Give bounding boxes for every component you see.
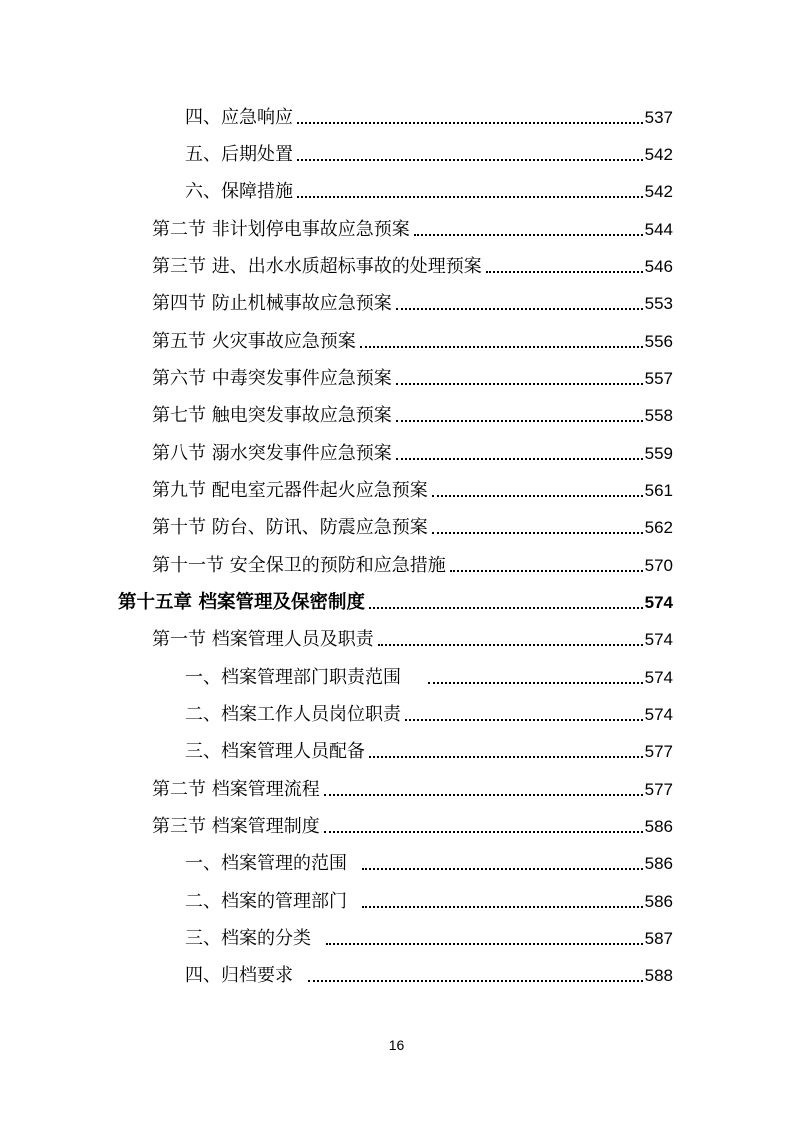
toc-entry[interactable] [185, 697, 673, 727]
dot-leader [405, 703, 643, 727]
toc-entry-title: 第五节 火灾事故应急预案 [152, 331, 356, 352]
toc-entry-title: 第四节 防止机械事故应急预案 [152, 293, 392, 314]
dot-leader [414, 218, 643, 242]
toc-entry-title: 四、应急响应 [185, 107, 293, 128]
toc-entry-page: 562 [644, 518, 673, 537]
toc-entry[interactable] [185, 660, 673, 690]
toc-entry[interactable] [152, 473, 673, 503]
toc-entry-title: 第三节 进、出水水质超标事故的处理预案 [152, 256, 482, 277]
dot-leader [297, 143, 643, 167]
toc-entry-page: 574 [644, 668, 673, 687]
dot-leader [362, 890, 642, 914]
dot-leader [432, 516, 643, 540]
dot-leader [324, 778, 643, 802]
toc-entry[interactable] [152, 324, 673, 354]
dot-leader [324, 815, 643, 839]
toc-entry-page: 587 [644, 929, 673, 948]
dot-leader [297, 106, 643, 130]
toc-entry-title: 第二节 非计划停电事故应急预案 [152, 219, 410, 240]
dot-leader [308, 964, 642, 988]
toc-entry-page: 577 [644, 742, 673, 761]
toc-entry-page: 558 [644, 406, 673, 425]
toc-entry[interactable] [185, 100, 673, 130]
toc-entry-title: 第二节 档案管理流程 [152, 779, 320, 800]
toc-entry-title: 第七节 触电突发事故应急预案 [152, 405, 392, 426]
dot-leader [396, 292, 643, 316]
toc-entry-title: 一、档案管理部门职责范围 [185, 667, 424, 688]
toc-entry-page: 574 [644, 593, 673, 612]
toc-entry[interactable] [152, 361, 673, 391]
dot-leader [428, 666, 643, 690]
toc-entry[interactable] [152, 548, 673, 578]
toc-entry-page: 586 [644, 892, 673, 911]
toc-entry[interactable] [185, 174, 673, 204]
toc-entry-title: 第八节 溺水突发事件应急预案 [152, 443, 392, 464]
toc-entry-title: 第九节 配电室元器件起火应急预案 [152, 480, 428, 501]
dot-leader [396, 442, 643, 466]
toc-entry[interactable] [152, 398, 673, 428]
toc-entry[interactable] [152, 249, 673, 279]
page-number: 16 [388, 1037, 405, 1053]
toc-entry-page: 570 [644, 556, 673, 575]
toc-entry-title: 第十一节 安全保卫的预防和应急措施 [152, 555, 446, 576]
toc-entry[interactable] [185, 921, 673, 951]
dot-leader [396, 404, 643, 428]
toc-entry-page: 553 [644, 294, 673, 313]
toc-entry[interactable] [185, 734, 673, 764]
toc-entry[interactable] [152, 809, 673, 839]
dot-leader [360, 330, 643, 354]
dot-leader [369, 740, 643, 764]
toc-entry-title: 三、档案的分类 [185, 928, 323, 949]
dot-leader [369, 591, 643, 615]
toc-entry-page: 556 [644, 332, 673, 351]
toc-entry-title: 第三节 档案管理制度 [152, 816, 320, 837]
toc-entry-title: 第一节 档案管理人员及职责 [152, 629, 374, 650]
toc-entry-title: 二、档案的管理部门 [185, 891, 359, 912]
toc-entry[interactable] [152, 286, 673, 316]
toc-entry-page: 542 [644, 145, 673, 164]
toc-entry-title: 第六节 中毒突发事件应急预案 [152, 368, 392, 389]
toc-entry-page: 537 [644, 108, 673, 127]
toc-entry-page: 559 [644, 444, 673, 463]
toc-chapter-entry[interactable] [118, 585, 673, 615]
toc-entry-title: 第十五章 档案管理及保密制度 [118, 592, 365, 613]
toc-entry[interactable] [185, 137, 673, 167]
toc-entry[interactable] [152, 622, 673, 652]
toc-entry-title: 第十节 防台、防讯、防震应急预案 [152, 517, 428, 538]
toc-entry-title: 一、档案管理的范围 [185, 853, 359, 874]
toc-entry-page: 574 [644, 630, 673, 649]
dot-leader [450, 554, 643, 578]
toc-entry-title: 五、后期处置 [185, 144, 293, 165]
toc-entry-page: 577 [644, 780, 673, 799]
toc-entry-page: 561 [644, 481, 673, 500]
toc-entry-page: 557 [644, 369, 673, 388]
toc-entry-page: 588 [644, 966, 673, 985]
toc-entry-page: 574 [644, 705, 673, 724]
dot-leader [362, 852, 642, 876]
toc-entry[interactable] [185, 958, 673, 988]
toc-entry-page: 546 [644, 257, 673, 276]
toc-entry-page: 586 [644, 854, 673, 873]
toc-entry[interactable] [185, 846, 673, 876]
toc-entry-page: 586 [644, 817, 673, 836]
dot-leader [378, 628, 643, 652]
dot-leader [432, 479, 643, 503]
dot-leader [297, 180, 643, 204]
toc-entry[interactable] [152, 212, 673, 242]
toc-entry-title: 六、保障措施 [185, 181, 293, 202]
toc-entry[interactable] [152, 436, 673, 466]
toc-entry-page: 544 [644, 220, 673, 239]
dot-leader [326, 927, 642, 951]
toc-entry[interactable] [152, 772, 673, 802]
dot-leader [396, 367, 643, 391]
toc-entry-title: 二、档案工作人员岗位职责 [185, 704, 401, 725]
toc-entry[interactable] [185, 884, 673, 914]
toc-entry-title: 三、档案管理人员配备 [185, 741, 365, 762]
toc-entry-page: 542 [644, 182, 673, 201]
toc-entry[interactable] [152, 510, 673, 540]
dot-leader [486, 255, 643, 279]
toc-entry-title: 四、归档要求 [185, 965, 305, 986]
